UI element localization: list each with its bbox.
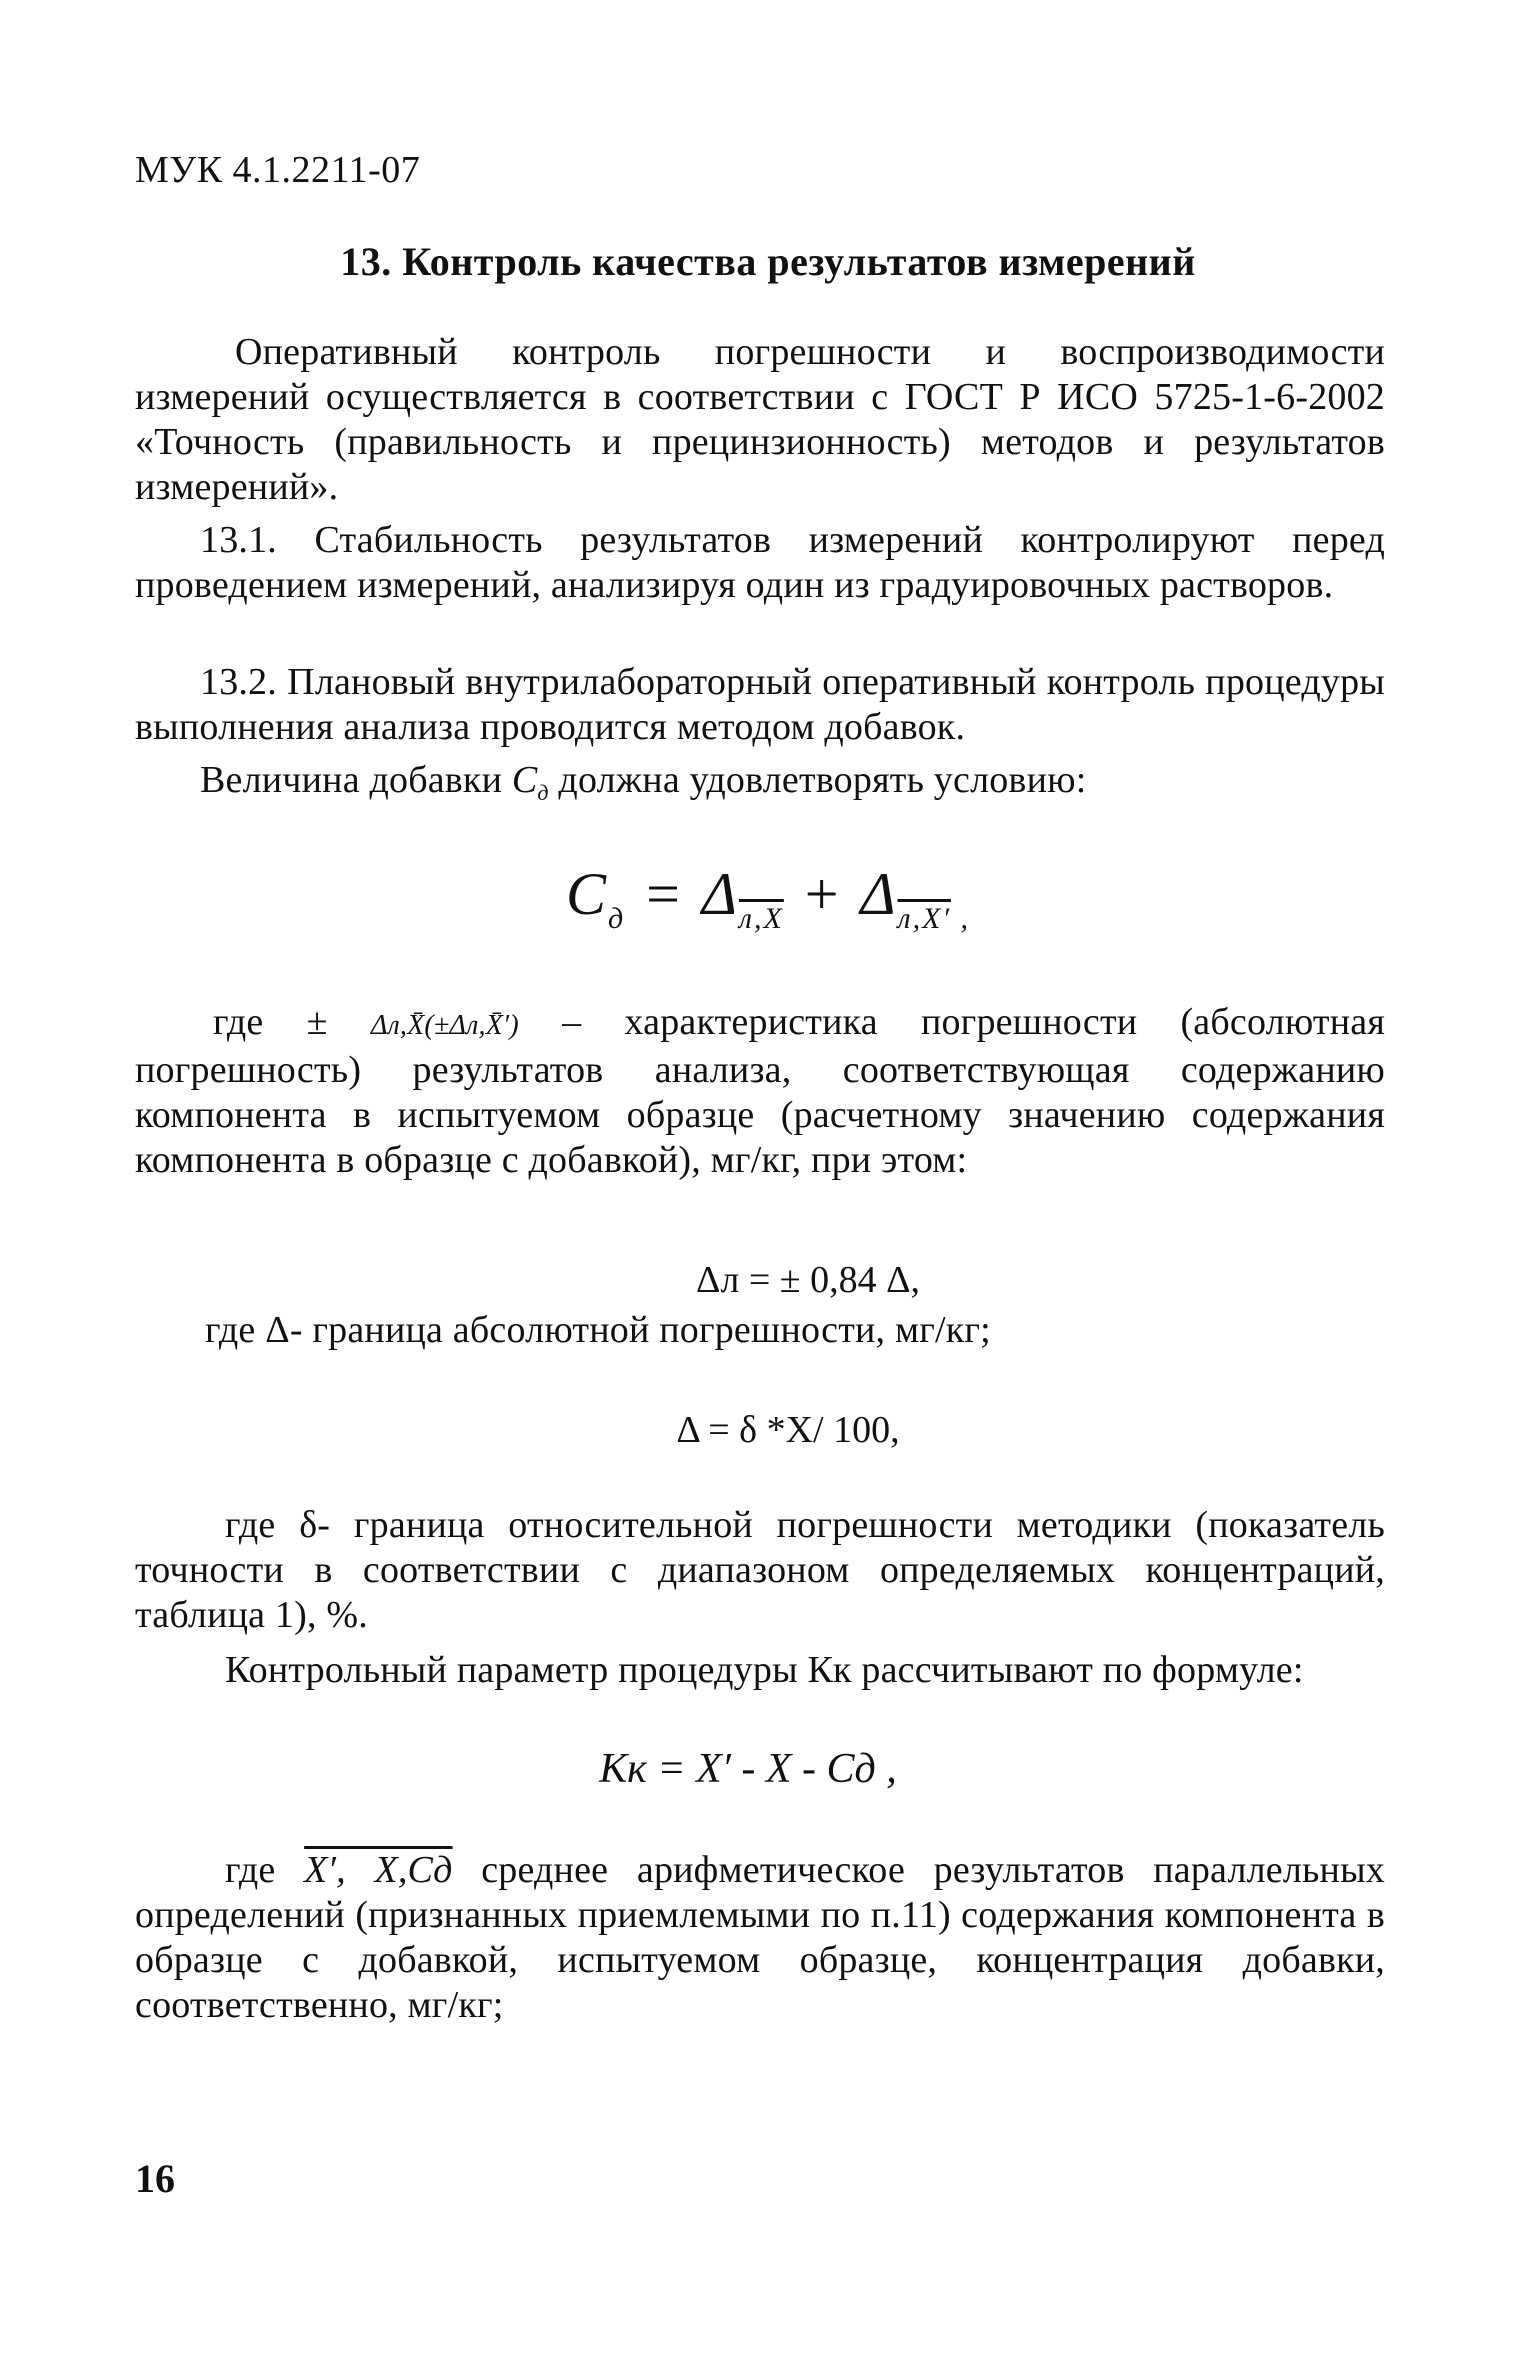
- paragraph-addition-value: [135, 758, 1385, 815]
- paragraph-absolute-error: где Δ- граница абсолютной погрешности, мг/кг;: [205, 1309, 991, 1351]
- formula-control-parameter: Кк = X′ - X - Cд ,: [599, 1746, 897, 1792]
- formula-lhs: C: [566, 861, 609, 927]
- paragraph-intro: Оперативный контроль погрешности и воспроизводимости измерений осуществляется в соответствии с ГОСТ Р ИСО 5725-1-6-2002 «Точность (правильность и прецинзионность) методов и результатов измерений».: [135, 331, 1385, 508]
- formula-tail: ,: [951, 902, 970, 935]
- paragraph-13-2: 13.2. Плановый внутрилабораторный оперативный контроль процедуры выполнения анализа проводится методом добавок.: [135, 661, 1385, 748]
- error-symbol: Δл,X̄(±Δл,X̄′): [370, 1010, 519, 1041]
- addition-text-prefix: Величина добавки: [200, 759, 512, 801]
- addition-var-sub: д: [537, 780, 549, 805]
- formula-lab-error: Δл = ± 0,84 Δ,: [695, 1259, 921, 1301]
- paragraph-relative-error: где δ- граница относительной погрешности методики (показатель точности в соответствии с диапазоном определяемых концентраций, таблица 1), %.: [135, 1504, 1385, 1636]
- mean-vars: X′, X,Cд: [304, 1849, 453, 1891]
- formula-absolute-error: Δ = δ *X/ 100,: [676, 1409, 900, 1451]
- formula-lhs-sub: д: [608, 902, 626, 935]
- error-prefix: где ±: [213, 1001, 371, 1043]
- section-title: 13. Контроль качества результатов измерений: [340, 239, 1196, 284]
- document-code: МУК 4.1.2211-07: [135, 149, 421, 191]
- paragraph-mean-values: [135, 1848, 1385, 2028]
- addition-text-suffix: должна удовлетворять условию:: [548, 759, 1087, 801]
- paragraph-error-characteristic: [135, 1000, 1385, 1183]
- paragraph-control-parameter: Контрольный параметр процедуры Кк рассчитывают по формуле:: [225, 1649, 1304, 1691]
- addition-var: C: [511, 759, 538, 801]
- formula-term2-sub: л,X′: [897, 902, 951, 935]
- formula-addition-condition: [0, 860, 1536, 936]
- mean-description: среднее арифметическое результатов параллельных определений (признанных приемлемыми по п.11) содержания компонента в образце с добавкой, испытуемом образце, концентрация добавки, соответственно, мг/кг;: [135, 1849, 1386, 2026]
- mean-prefix: где: [225, 1849, 305, 1891]
- formula-eq: = Δ: [625, 861, 739, 927]
- formula-plus: + Δ: [783, 861, 898, 927]
- paragraph-13-1: 13.1. Стабильность результатов измерений контролируют перед проведением измерений, анализируя один из градуировочных растворов.: [135, 519, 1385, 606]
- formula-term1-sub: л,X: [738, 902, 784, 935]
- page-number: 16: [135, 2156, 175, 2201]
- error-description: – характеристика погрешности (абсолютная погрешность) результатов анализа, соответствующая содержанию компонента в испытуемом образце (расчетному значению содержания компонента в образце с добавкой), мг/кг, при этом:: [135, 1001, 1386, 1181]
